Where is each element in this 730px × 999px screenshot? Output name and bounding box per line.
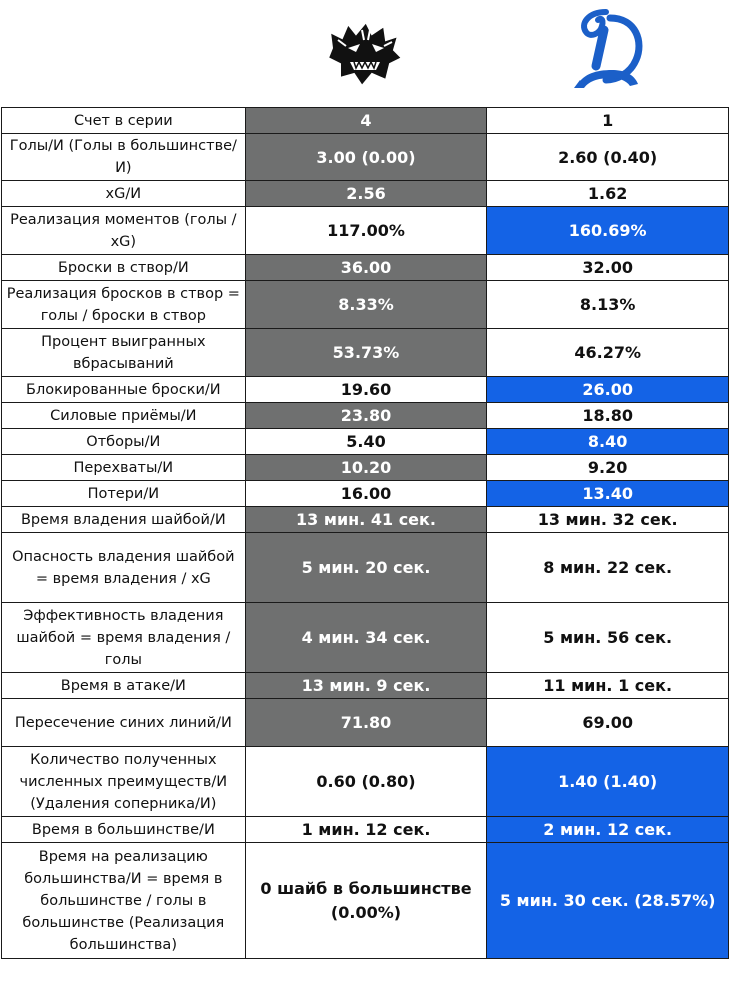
table-row xyxy=(2,817,729,843)
team-a-value: 10.20 xyxy=(245,455,487,481)
row-label: xG/И xyxy=(2,181,246,207)
row-label: Пересечение синих линий/И xyxy=(2,699,246,747)
team-a-value: 16.00 xyxy=(245,481,487,507)
table-row xyxy=(2,455,729,481)
table-row xyxy=(2,329,729,377)
team-a-value: 2.56 xyxy=(245,181,487,207)
team-a-value: 0 шайб в большинстве (0.00%) xyxy=(245,843,487,959)
dynamo-d-logo-icon xyxy=(566,8,646,92)
team-a-value: 117.00% xyxy=(245,207,487,255)
table-row xyxy=(2,533,729,603)
table-row xyxy=(2,108,729,134)
row-label: Перехваты/И xyxy=(2,455,246,481)
team-b-value: 46.27% xyxy=(487,329,729,377)
team-b-value: 8.13% xyxy=(487,281,729,329)
team-b-value: 160.69% xyxy=(487,207,729,255)
table-row xyxy=(2,603,729,673)
stats-table xyxy=(1,107,729,959)
team-b-value: 32.00 xyxy=(487,255,729,281)
team-b-value: 1 xyxy=(487,108,729,134)
table-row xyxy=(2,507,729,533)
table-row xyxy=(2,255,729,281)
row-label: Блокированные броски/И xyxy=(2,377,246,403)
team-b-value: 69.00 xyxy=(487,699,729,747)
row-label: Время владения шайбой/И xyxy=(2,507,246,533)
team-b-value: 1.62 xyxy=(487,181,729,207)
row-label: Эффективность владения шайбой = время владения / голы xyxy=(2,603,246,673)
team-b-value: 8 мин. 22 сек. xyxy=(487,533,729,603)
table-row xyxy=(2,673,729,699)
table-row xyxy=(2,281,729,329)
team-a-value: 13 мин. 9 сек. xyxy=(245,673,487,699)
team-b-value: 11 мин. 1 сек. xyxy=(487,673,729,699)
team-a-value: 71.80 xyxy=(245,699,487,747)
table-row xyxy=(2,843,729,959)
team-a-value: 5.40 xyxy=(245,429,487,455)
table-row xyxy=(2,134,729,181)
row-label: Броски в створ/И xyxy=(2,255,246,281)
row-label: Время на реализацию большинства/И = время в большинстве / голы в большинстве (Реализация большинства) xyxy=(2,843,246,959)
table-row xyxy=(2,403,729,429)
team-b-value: 1.40 (1.40) xyxy=(487,747,729,817)
team-a-value: 19.60 xyxy=(245,377,487,403)
row-label: Счет в серии xyxy=(2,108,246,134)
table-row xyxy=(2,377,729,403)
table-row xyxy=(2,481,729,507)
team-b-value: 13 мин. 32 сек. xyxy=(487,507,729,533)
team-a-value: 1 мин. 12 сек. xyxy=(245,817,487,843)
table-row xyxy=(2,181,729,207)
row-label: Силовые приёмы/И xyxy=(2,403,246,429)
team-a-value: 36.00 xyxy=(245,255,487,281)
logo-header xyxy=(0,0,730,106)
row-label: Количество полученных численных преимуществ/И (Удаления соперника/И) xyxy=(2,747,246,817)
team-a-value: 3.00 (0.00) xyxy=(245,134,487,181)
team-b-value: 8.40 xyxy=(487,429,729,455)
table-row xyxy=(2,207,729,255)
team-a-value: 4 xyxy=(245,108,487,134)
team-a-value: 8.33% xyxy=(245,281,487,329)
team-b-value: 26.00 xyxy=(487,377,729,403)
team-a-value: 13 мин. 41 сек. xyxy=(245,507,487,533)
table-row xyxy=(2,429,729,455)
team-b-value: 5 мин. 56 сек. xyxy=(487,603,729,673)
table-row xyxy=(2,747,729,817)
row-label: Реализация моментов (голы / xG) xyxy=(2,207,246,255)
row-label: Потери/И xyxy=(2,481,246,507)
row-label: Процент выигранных вбрасываний xyxy=(2,329,246,377)
team-b-value: 2 мин. 12 сек. xyxy=(487,817,729,843)
table-row xyxy=(2,699,729,747)
team-b-value: 13.40 xyxy=(487,481,729,507)
row-label: Время в атаке/И xyxy=(2,673,246,699)
row-label: Отборы/И xyxy=(2,429,246,455)
row-label: Голы/И (Голы в большинстве/И) xyxy=(2,134,246,181)
team-a-value: 23.80 xyxy=(245,403,487,429)
team-b-value: 2.60 (0.40) xyxy=(487,134,729,181)
team-a-value: 0.60 (0.80) xyxy=(245,747,487,817)
team-a-value: 4 мин. 34 сек. xyxy=(245,603,487,673)
row-label: Время в большинстве/И xyxy=(2,817,246,843)
team-a-value: 5 мин. 20 сек. xyxy=(245,533,487,603)
team-b-value: 18.80 xyxy=(487,403,729,429)
row-label: Реализация бросков в створ = голы / броски в створ xyxy=(2,281,246,329)
team-b-value: 9.20 xyxy=(487,455,729,481)
team-b-value: 5 мин. 30 сек. (28.57%) xyxy=(487,843,729,959)
team-a-value: 53.73% xyxy=(245,329,487,377)
bear-logo-icon xyxy=(326,18,404,90)
row-label: Опасность владения шайбой = время владения / xG xyxy=(2,533,246,603)
